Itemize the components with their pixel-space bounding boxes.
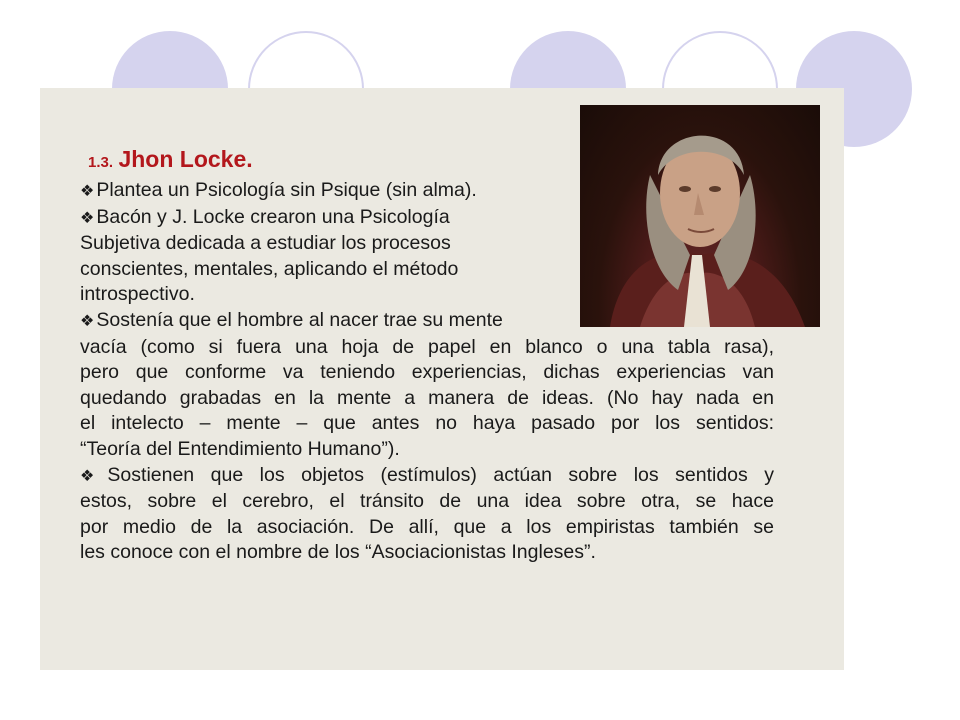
bullet-text-line: vacía (como si fuera una hoja de papel en blanco o una tabla rasa), xyxy=(80,335,774,358)
bullet-item xyxy=(80,178,774,205)
diamond-bullet-icon: ❖ xyxy=(80,467,106,485)
bullet-text-line: quedando grabadas en la mente a manera de ideas. (No hay nada en xyxy=(80,386,774,409)
slide-text xyxy=(80,144,774,566)
bullet-text-line: Subjetiva dedicada a estudiar los procesos xyxy=(80,232,451,255)
bullet-text-line: conscientes, mentales, aplicando el método xyxy=(80,257,459,280)
bullet-text-line: “Teoría del Entendimiento Humano”). xyxy=(80,437,400,460)
bullet-text-line: el intelecto – mente – que antes no haya pasado por los sentidos: xyxy=(80,412,774,435)
bullet-text-line: les conoce con el nombre de los “Asociacionistas Ingleses”. xyxy=(80,541,596,564)
bullet-item xyxy=(80,463,774,566)
bullet-item xyxy=(80,308,774,463)
heading-number: 1.3. xyxy=(88,154,114,171)
bullet-text-line: Sostienen que los objetos (estímulos) actúan sobre los sentidos y xyxy=(107,463,774,486)
diamond-bullet-icon: ❖ xyxy=(80,183,95,200)
bullet-text-line: Bacón y J. Locke crearon una Psicología xyxy=(96,205,450,228)
diamond-bullet-icon: ❖ xyxy=(80,312,95,330)
bullet-text-line: estos, sobre el cerebro, el tránsito de una idea sobre otra, se hace xyxy=(80,490,774,513)
bullet-text-line: Sostenía que el hombre al nacer trae su mente xyxy=(96,308,503,331)
slide-heading xyxy=(88,144,774,178)
diamond-bullet-icon: ❖ xyxy=(80,209,95,227)
bullet-text-line: pero que conforme va teniendo experiencias, dichas experiencias van xyxy=(80,361,774,384)
heading-title: Jhon Locke. xyxy=(118,146,253,172)
bullet-text-line: Plantea un Psicología sin Psique (sin alma). xyxy=(96,179,477,201)
bullet-text-line: introspectivo. xyxy=(80,283,195,306)
content-panel xyxy=(40,88,844,670)
bullet-text-line: por medio de la asociación. De allí, que a los empiristas también se xyxy=(80,515,774,538)
bullet-item xyxy=(80,205,774,308)
